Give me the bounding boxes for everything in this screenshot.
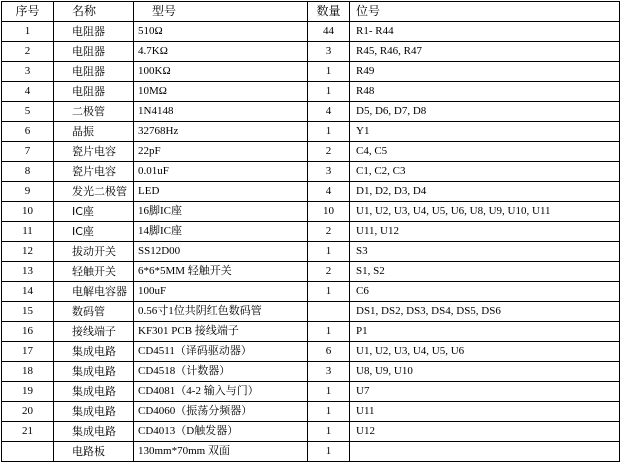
table-row: [2, 422, 620, 442]
cell-quantity: 6: [308, 342, 350, 362]
cell-index: 18: [2, 362, 54, 382]
cell-name: 电解电容器: [54, 282, 134, 302]
cell-position: P1: [350, 322, 620, 342]
cell-position: U12: [350, 422, 620, 442]
header-position: 位号: [350, 2, 620, 22]
cell-index: 10: [2, 202, 54, 222]
cell-model: 130mm*70mm 双面: [134, 442, 308, 462]
cell-name: IC座: [54, 202, 134, 222]
cell-index: 12: [2, 242, 54, 262]
cell-quantity: 3: [308, 162, 350, 182]
table-header-row: [2, 2, 620, 22]
cell-quantity: 1: [308, 242, 350, 262]
cell-position: D5, D6, D7, D8: [350, 102, 620, 122]
header-model: 型号: [134, 2, 308, 22]
table-row: [2, 362, 620, 382]
cell-quantity: 2: [308, 222, 350, 242]
cell-index: 15: [2, 302, 54, 322]
cell-position: U11, U12: [350, 222, 620, 242]
cell-quantity: 4: [308, 182, 350, 202]
cell-model: CD4081（4-2 输入与门）: [134, 382, 308, 402]
cell-name: 电阻器: [54, 22, 134, 42]
cell-quantity: 2: [308, 142, 350, 162]
cell-model: 100KΩ: [134, 62, 308, 82]
cell-name: 拔动开关: [54, 242, 134, 262]
cell-quantity: 3: [308, 42, 350, 62]
cell-name: 集成电路: [54, 342, 134, 362]
cell-name: 晶振: [54, 122, 134, 142]
cell-quantity: 1: [308, 282, 350, 302]
cell-index: 1: [2, 22, 54, 42]
cell-position: [350, 442, 620, 462]
cell-model: 6*6*5MM 轻触开关: [134, 262, 308, 282]
cell-model: 22pF: [134, 142, 308, 162]
table-row: [2, 182, 620, 202]
cell-model: 16脚IC座: [134, 202, 308, 222]
cell-model: CD4511（译码驱动器）: [134, 342, 308, 362]
cell-position: U1, U2, U3, U4, U5, U6, U8, U9, U10, U11: [350, 202, 620, 222]
cell-quantity: 1: [308, 402, 350, 422]
cell-quantity: 1: [308, 442, 350, 462]
table-row: [2, 82, 620, 102]
table-row: [2, 162, 620, 182]
cell-quantity: 10: [308, 202, 350, 222]
table-row: [2, 22, 620, 42]
cell-position: DS1, DS2, DS3, DS4, DS5, DS6: [350, 302, 620, 322]
cell-model: 4.7KΩ: [134, 42, 308, 62]
cell-model: 100uF: [134, 282, 308, 302]
cell-quantity: 1: [308, 122, 350, 142]
cell-position: R1- R44: [350, 22, 620, 42]
cell-index: [2, 442, 54, 462]
cell-position: C1, C2, C3: [350, 162, 620, 182]
cell-model: 10MΩ: [134, 82, 308, 102]
cell-name: 数码管: [54, 302, 134, 322]
cell-index: 20: [2, 402, 54, 422]
table-row: [2, 62, 620, 82]
cell-quantity: 1: [308, 382, 350, 402]
cell-index: 2: [2, 42, 54, 62]
cell-name: 集成电路: [54, 382, 134, 402]
cell-model: 0.01uF: [134, 162, 308, 182]
cell-index: 13: [2, 262, 54, 282]
header-name: 名称: [54, 2, 134, 22]
cell-name: 接线端子: [54, 322, 134, 342]
cell-position: R45, R46, R47: [350, 42, 620, 62]
cell-name: 电路板: [54, 442, 134, 462]
table-row: [2, 122, 620, 142]
cell-index: 16: [2, 322, 54, 342]
cell-name: 电阻器: [54, 42, 134, 62]
cell-model: LED: [134, 182, 308, 202]
parts-list-table: [1, 1, 620, 462]
cell-model: KF301 PCB 接线端子: [134, 322, 308, 342]
cell-name: 发光二极管: [54, 182, 134, 202]
cell-quantity: 44: [308, 22, 350, 42]
cell-position: U11: [350, 402, 620, 422]
cell-position: C6: [350, 282, 620, 302]
cell-quantity: 2: [308, 262, 350, 282]
cell-quantity: 3: [308, 362, 350, 382]
cell-position: U8, U9, U10: [350, 362, 620, 382]
cell-model: 14脚IC座: [134, 222, 308, 242]
cell-name: 轻触开关: [54, 262, 134, 282]
table-row: [2, 202, 620, 222]
cell-model: CD4518（计数器）: [134, 362, 308, 382]
cell-index: 17: [2, 342, 54, 362]
cell-name: 集成电路: [54, 422, 134, 442]
cell-index: 3: [2, 62, 54, 82]
cell-position: D1, D2, D3, D4: [350, 182, 620, 202]
table-row: [2, 402, 620, 422]
cell-model: SS12D00: [134, 242, 308, 262]
table-row: [2, 222, 620, 242]
table-row: [2, 342, 620, 362]
cell-position: S3: [350, 242, 620, 262]
cell-model: 32768Hz: [134, 122, 308, 142]
cell-name: 集成电路: [54, 402, 134, 422]
cell-position: R49: [350, 62, 620, 82]
cell-index: 8: [2, 162, 54, 182]
cell-name: 电阻器: [54, 82, 134, 102]
cell-model: CD4013（D触发器）: [134, 422, 308, 442]
cell-position: U1, U2, U3, U4, U5, U6: [350, 342, 620, 362]
cell-index: 5: [2, 102, 54, 122]
cell-quantity: [308, 302, 350, 322]
cell-index: 6: [2, 122, 54, 142]
cell-index: 11: [2, 222, 54, 242]
cell-position: S1, S2: [350, 262, 620, 282]
table-body: [2, 2, 620, 462]
cell-quantity: 1: [308, 322, 350, 342]
table-row: [2, 442, 620, 462]
cell-index: 4: [2, 82, 54, 102]
cell-quantity: 1: [308, 82, 350, 102]
cell-quantity: 4: [308, 102, 350, 122]
table-row: [2, 382, 620, 402]
cell-index: 9: [2, 182, 54, 202]
table-row: [2, 142, 620, 162]
table-row: [2, 282, 620, 302]
cell-position: Y1: [350, 122, 620, 142]
cell-position: U7: [350, 382, 620, 402]
cell-quantity: 1: [308, 62, 350, 82]
cell-quantity: 1: [308, 422, 350, 442]
cell-position: C4, C5: [350, 142, 620, 162]
table-row: [2, 322, 620, 342]
table-row: [2, 102, 620, 122]
table-row: [2, 262, 620, 282]
cell-name: IC座: [54, 222, 134, 242]
cell-model: 510Ω: [134, 22, 308, 42]
cell-position: R48: [350, 82, 620, 102]
cell-index: 7: [2, 142, 54, 162]
table-row: [2, 42, 620, 62]
cell-model: 1N4148: [134, 102, 308, 122]
cell-name: 二极管: [54, 102, 134, 122]
cell-name: 瓷片电容: [54, 142, 134, 162]
cell-name: 瓷片电容: [54, 162, 134, 182]
cell-index: 14: [2, 282, 54, 302]
cell-index: 21: [2, 422, 54, 442]
cell-model: 0.56寸1位共阴红色数码管: [134, 302, 308, 322]
table-row: [2, 242, 620, 262]
cell-name: 电阻器: [54, 62, 134, 82]
table-row: [2, 302, 620, 322]
header-quantity: 数量: [308, 2, 350, 22]
cell-name: 集成电路: [54, 362, 134, 382]
header-index: 序号: [2, 2, 54, 22]
cell-model: CD4060（振荡分频器）: [134, 402, 308, 422]
cell-index: 19: [2, 382, 54, 402]
